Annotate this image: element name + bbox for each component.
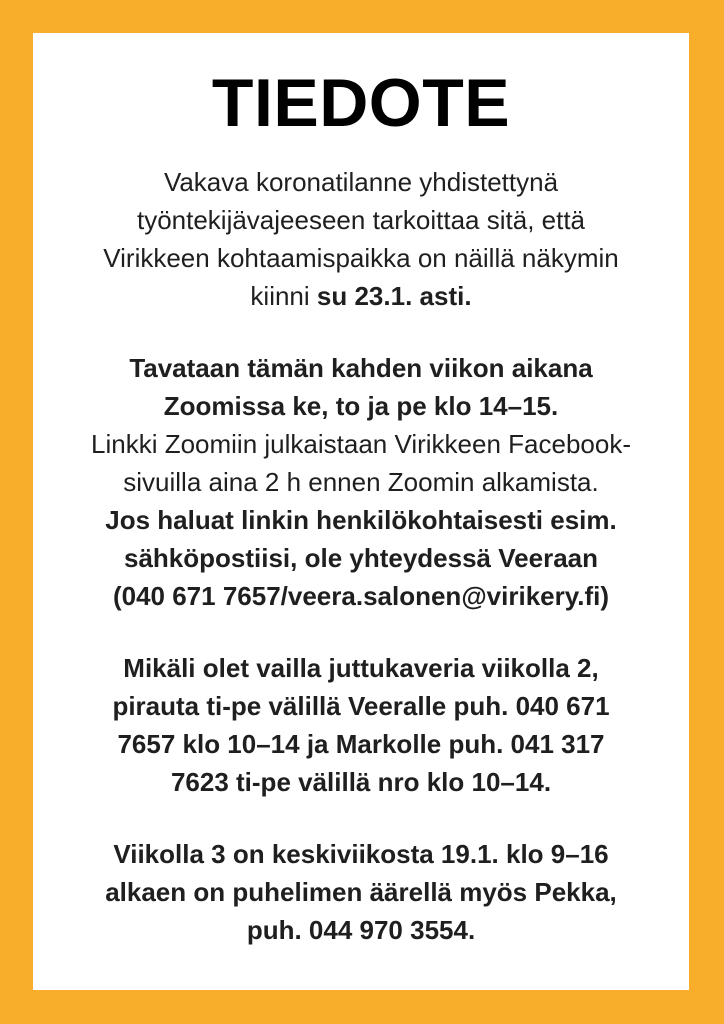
text-run-bold: sähköpostiisi, ole yhteydessä Veeraan [123, 543, 598, 573]
notice-paragraph [33, 349, 689, 615]
notice-paragraph [33, 649, 689, 801]
text-run-bold: Zoomissa ke, to ja pe klo 14–15. [163, 391, 559, 421]
text-run: Vakava koronatilanne yhdistettynä [163, 167, 559, 197]
text-run: työntekijävajeeseen tarkoittaa sitä, että [136, 205, 586, 235]
text-run: kiinni [250, 281, 317, 311]
text-run-bold: Mikäli olet vailla juttukaveria viikolla 2, [123, 653, 599, 683]
text-run-bold: alkaen on puhelimen äärellä myös Pekka, [105, 877, 617, 907]
text-run-bold: puh. 044 970 3554. [246, 915, 476, 945]
text-run: Virikkeen kohtaamispaikka on näillä näkymin [103, 243, 619, 273]
text-run-bold: Viikolla 3 on keskiviikosta 19.1. klo 9–16 [113, 839, 609, 869]
text-run: sivuilla aina 2 h ennen Zoomin alkamista. [123, 467, 599, 497]
notice-card [33, 33, 689, 990]
notice-title: TIEDOTE [211, 65, 511, 141]
text-run-bold: Jos haluat linkin henkilökohtaisesti esim. [105, 505, 617, 535]
text-run-bold: (040 671 7657/veera.salonen@virikery.fi) [112, 581, 610, 611]
text-run-bold: su 23.1. asti. [316, 281, 472, 311]
text-run-bold: 7623 ti-pe välillä nro klo 10–14. [170, 767, 552, 797]
notice-body [33, 163, 689, 949]
text-run-bold: 7657 klo 10–14 ja Markolle puh. 041 317 [117, 729, 605, 759]
notice-paragraph [33, 835, 689, 949]
notice-paragraph [33, 163, 689, 315]
text-run: Linkki Zoomiin julkaistaan Virikkeen Facebook- [91, 429, 631, 459]
text-run-bold: Tavataan tämän kahden viikon aikana [129, 353, 593, 383]
text-run-bold: pirauta ti-pe välillä Veeralle puh. 040 671 [112, 691, 610, 721]
